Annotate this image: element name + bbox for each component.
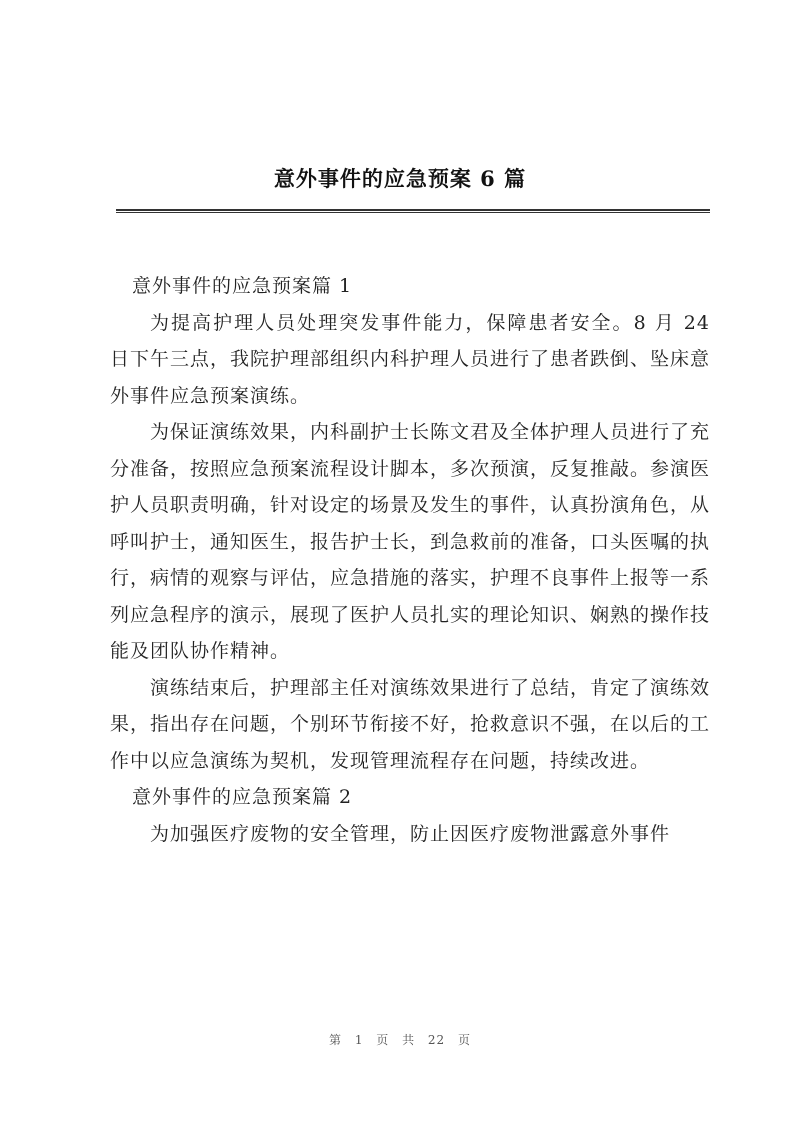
paragraph-1: 为提高护理人员处理突发事件能力，保障患者安全。8 月 24 日下午三点，我院护理部组织内科护理人员进行了患者跌倒、坠床意外事件应急预案演练。 xyxy=(110,311,711,407)
document-body xyxy=(110,268,710,852)
section-heading-2: 意外事件的应急预案篇 2 xyxy=(132,786,353,808)
title-divider xyxy=(116,209,710,213)
paragraph-2: 为保证演练效果，内科副护士长陈文君及全体护理人员进行了充分准备，按照应急预案流程设计脚本，多次预演，反复推敲。参演医护人员职责明确，针对设定的场景及发生的事件，认真扮演角色，从呼叫护士，通知医生，报告护士长，到急救前的准备，口头医嘱的执行，病情的观察与评估，应急措施的落实，护理不良事件上报等一系列应急程序的演示，展现了医护人员扎实的理论知识、娴熟的操作技能及团队协作精神。 xyxy=(110,421,711,662)
document-title: 意外事件的应急预案 6 篇 xyxy=(273,166,527,191)
paragraph-4: 为加强医疗废物的安全管理，防止因医疗废物泄露意外事件 xyxy=(150,822,671,845)
paragraph-3: 演练结束后，护理部主任对演练效果进行了总结，肯定了演练效果，指出存在问题，个别环节衔接不好，抢救意识不强，在以后的工作中以应急演练为契机，发现管理流程存在问题，持续改进。 xyxy=(110,676,711,772)
page-number-footer: 第 1 页 共 22 页 xyxy=(329,1033,471,1047)
section-heading-1: 意外事件的应急预案篇 1 xyxy=(132,275,353,297)
